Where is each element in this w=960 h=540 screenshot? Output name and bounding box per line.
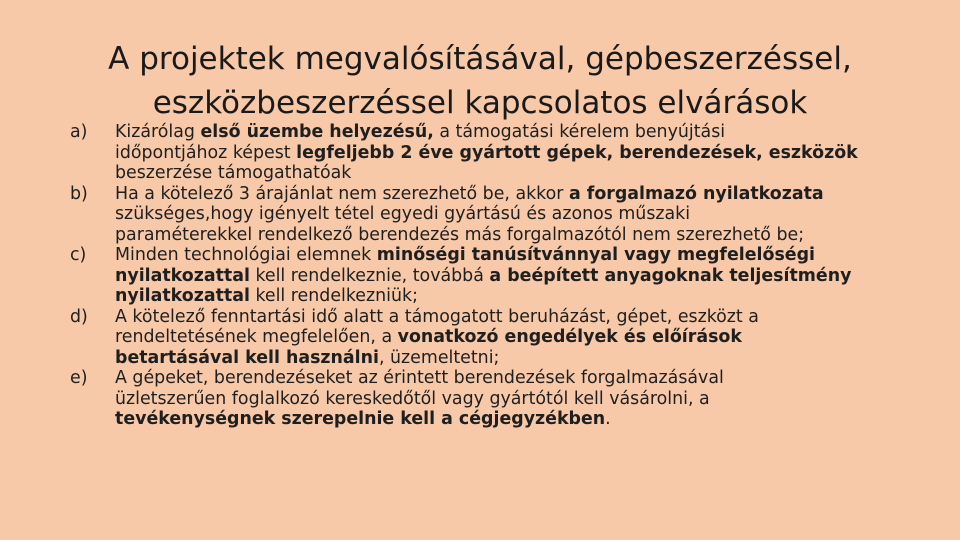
body-text: kell rendelkeznie, továbbá: [249, 265, 490, 286]
body-text: , üzemeltetni;: [378, 347, 500, 368]
body-text: szükséges,hogy igényelt tétel egyedi gyártású és azonos műszaki: [115, 204, 691, 224]
emphasized-text: nyilatkozattal: [115, 286, 250, 306]
list-marker: b): [70, 183, 88, 204]
body-text: A kötelező fenntartási idő alatt a támogatott beruházást, gépet, eszközt a: [115, 306, 759, 327]
list-marker: d): [70, 306, 88, 327]
emphasized-text: minőségi tanúsítvánnyal vagy megfelelőségi: [376, 245, 815, 265]
list-item-line: [115, 348, 910, 369]
list-item-line: [115, 184, 910, 205]
body-text: beszerzése támogathatóak: [115, 163, 352, 183]
list-item-line: [115, 327, 910, 348]
emphasized-text: legfeljebb 2 éve gyártott gépek, berendezések, eszközök: [296, 142, 858, 163]
list-item-line: [115, 245, 910, 266]
emphasized-text: nyilatkozattal: [115, 265, 250, 286]
emphasized-text: a beépített anyagoknak teljesítmény: [489, 265, 852, 286]
body-text: Ha a kötelező 3 árajánlat nem szerezhető be, akkor: [115, 183, 569, 204]
slide-title: [40, 37, 920, 125]
body-text: paraméterekkel rendelkező berendezés más forgalmazótól nem szerezhető be;: [115, 224, 805, 245]
list-item: [70, 122, 910, 184]
body-text: rendeltetésének megfelelően, a: [115, 327, 398, 347]
list-item-line: [115, 204, 910, 225]
list-item: [70, 307, 910, 369]
list-item-line: [115, 286, 910, 307]
emphasized-text: a forgalmazó nyilatkozata: [568, 183, 824, 204]
body-text: kell rendelkezniük;: [249, 286, 418, 306]
body-text: üzletszerűen foglalkozó kereskedőtől vagy gyártótól kell vásárolni, a: [115, 388, 710, 409]
list-item: [70, 245, 910, 307]
body-text: a támogatási kérelem benyújtási: [433, 122, 726, 142]
list-item-line: [115, 409, 910, 430]
title-line-2: eszközbeszerzéssel kapcsolatos elvárások: [152, 84, 808, 121]
list-item-line: [115, 122, 910, 143]
emphasized-text: tevékenységnek szerepelnie kell a cégjegyzékben: [115, 409, 606, 429]
list-item-line: [115, 368, 910, 389]
body-text: Minden technológiai elemnek: [115, 245, 377, 265]
body-text: .: [605, 409, 611, 429]
requirements-list: [70, 122, 910, 430]
list-item-line: [115, 143, 910, 164]
body-text: Kizárólag: [115, 122, 201, 142]
emphasized-text: első üzembe helyezésű,: [200, 122, 434, 142]
list-item-line: [115, 266, 910, 287]
list-marker: c): [70, 245, 87, 265]
body-text: A gépeket, berendezéseket az érintett berendezések forgalmazásával: [115, 368, 724, 388]
body-text: időpontjához képest: [115, 142, 297, 163]
emphasized-text: vonatkozó engedélyek és előírások: [397, 327, 742, 347]
emphasized-text: betartásával kell használni: [115, 347, 379, 368]
list-item: [70, 368, 910, 430]
list-marker: a): [70, 122, 88, 142]
title-line-1: A projektek megvalósításával, gépbeszerzéssel,: [108, 40, 852, 77]
list-item-line: [115, 389, 910, 410]
list-marker: e): [70, 368, 88, 388]
list-item: [70, 184, 910, 246]
list-item-line: [115, 307, 910, 328]
list-item-line: [115, 225, 910, 246]
list-item-line: [115, 163, 910, 184]
